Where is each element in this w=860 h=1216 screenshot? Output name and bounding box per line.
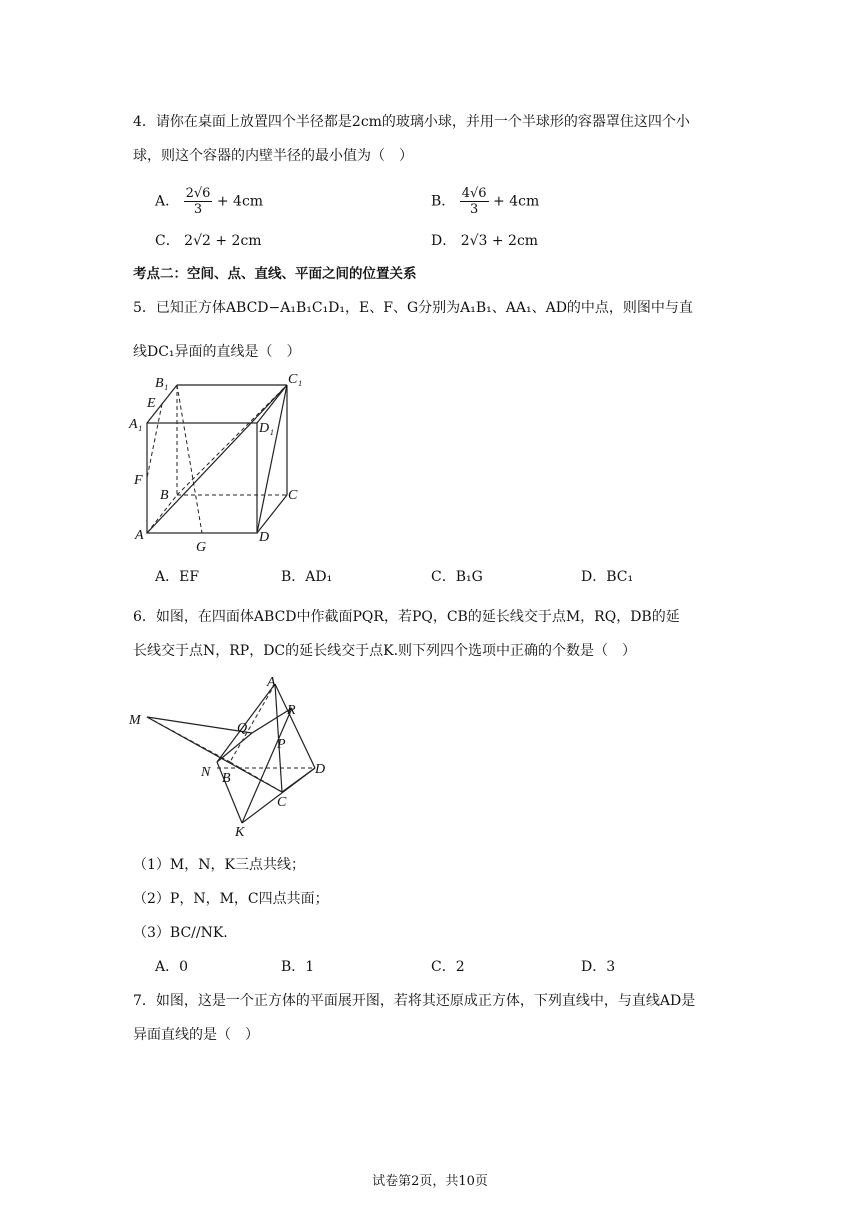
fig6-label-k: K (235, 825, 245, 840)
q7-line1: 7．如图，这是一个正方体的平面展开图，若将其还原成正方体，下列直线中，与直线AD是 (133, 993, 696, 1009)
fig5-label-f: F (134, 473, 143, 488)
q6-statement-2: （2）P，N，M，C四点共面； (133, 891, 329, 907)
q4-option-a-den: 3 (193, 202, 203, 217)
fig5-label-a: A (135, 528, 144, 543)
fig5-label-b1: B₁ (155, 376, 169, 391)
fig6-label-a: A (267, 675, 276, 690)
fig6-label-m: M (129, 713, 141, 728)
q4-option-c-label: C． (155, 233, 180, 249)
fig6-label-r: R (287, 703, 296, 718)
fig6-label-d: D (315, 762, 326, 777)
section-heading: 考点二：空间、点、直线、平面之间的位置关系 (133, 266, 417, 282)
q4-option-d-label: D． (431, 233, 457, 249)
fig5-label-d1: D₁ (259, 421, 274, 436)
q5-option-c[interactable]: C．B₁G (431, 569, 483, 585)
q4-option-b-fraction (460, 186, 489, 217)
q7-line2: 异面直线的是（ ） (133, 1027, 259, 1043)
q5-option-d[interactable]: D．BC₁ (581, 569, 634, 585)
q4-option-a-fraction (184, 186, 213, 217)
cube-figure (125, 370, 315, 555)
q4-option-a-label: A． (155, 193, 180, 210)
q4-option-a[interactable] (155, 186, 263, 217)
q5-line2: 线DC₁异面的直线是（ ） (133, 344, 301, 360)
q6-statement-3: （3）BC//NK. (133, 925, 228, 941)
q4-line2: 球，则这个容器的内壁半径的最小值为（ ） (133, 148, 413, 164)
fig6-label-c: C (277, 795, 287, 810)
q4-option-c-text: 2√2 + 2cm (184, 233, 262, 249)
q6-statement-1: （1）M，N，K三点共线； (133, 857, 305, 873)
fig5-label-c: C (288, 488, 298, 503)
q4-option-b-num: 4√6 (461, 186, 487, 201)
fig5-label-b: B (160, 488, 169, 503)
q4-option-b[interactable] (431, 186, 539, 217)
fig6-label-p: P (277, 737, 286, 752)
q4-option-a-tail: + 4cm (216, 193, 264, 210)
q5-option-b[interactable]: B．AD₁ (281, 569, 333, 585)
fig6-label-q: Q (237, 721, 248, 736)
q4-option-a-num: 2√6 (185, 186, 211, 201)
tetrahedron-figure (125, 672, 340, 842)
q6-option-d[interactable]: D．3 (581, 959, 616, 975)
q6-line2: 长线交于点N，RP，DC的延长线交于点K.则下列四个选项中正确的个数是（ ） (133, 643, 637, 659)
q6-option-b[interactable]: B．1 (281, 959, 315, 975)
q5-line1: 5．已知正方体ABCD−A₁B₁C₁D₁，E、F、G分别为A₁B₁、AA₁、AD的中点，则图中与直 (133, 300, 693, 316)
fig5-label-g: G (196, 540, 207, 555)
q4-option-c[interactable] (155, 232, 262, 250)
q4-option-b-label: B． (431, 193, 456, 210)
q6-option-c[interactable]: C．2 (431, 959, 465, 975)
q5-option-a[interactable]: A．EF (155, 569, 200, 585)
fig5-label-e: E (147, 396, 156, 411)
q4-option-d-text: 2√3 + 2cm (460, 233, 539, 249)
q4-option-b-tail: + 4cm (493, 193, 540, 210)
fig5-label-d: D (259, 530, 270, 545)
page-footer: 试卷第2页，共10页 (372, 1174, 488, 1189)
fig6-label-n: N (201, 765, 211, 780)
q6-line1: 6．如图，在四面体ABCD中作截面PQR，若PQ，CB的延长线交于点M，RQ，DB的延 (133, 609, 680, 625)
fig6-label-b: B (222, 771, 231, 786)
fig5-label-c1: C₁ (288, 372, 303, 387)
q4-option-d[interactable] (431, 232, 538, 250)
q6-option-a[interactable]: A．0 (155, 959, 189, 975)
q4-line1: 4．请你在桌面上放置四个半径都是2cm的玻璃小球，并用一个半球形的容器罩住这四个小 (133, 114, 690, 130)
q4-option-b-den: 3 (470, 202, 479, 217)
fig5-label-a1: A₁ (129, 417, 143, 432)
